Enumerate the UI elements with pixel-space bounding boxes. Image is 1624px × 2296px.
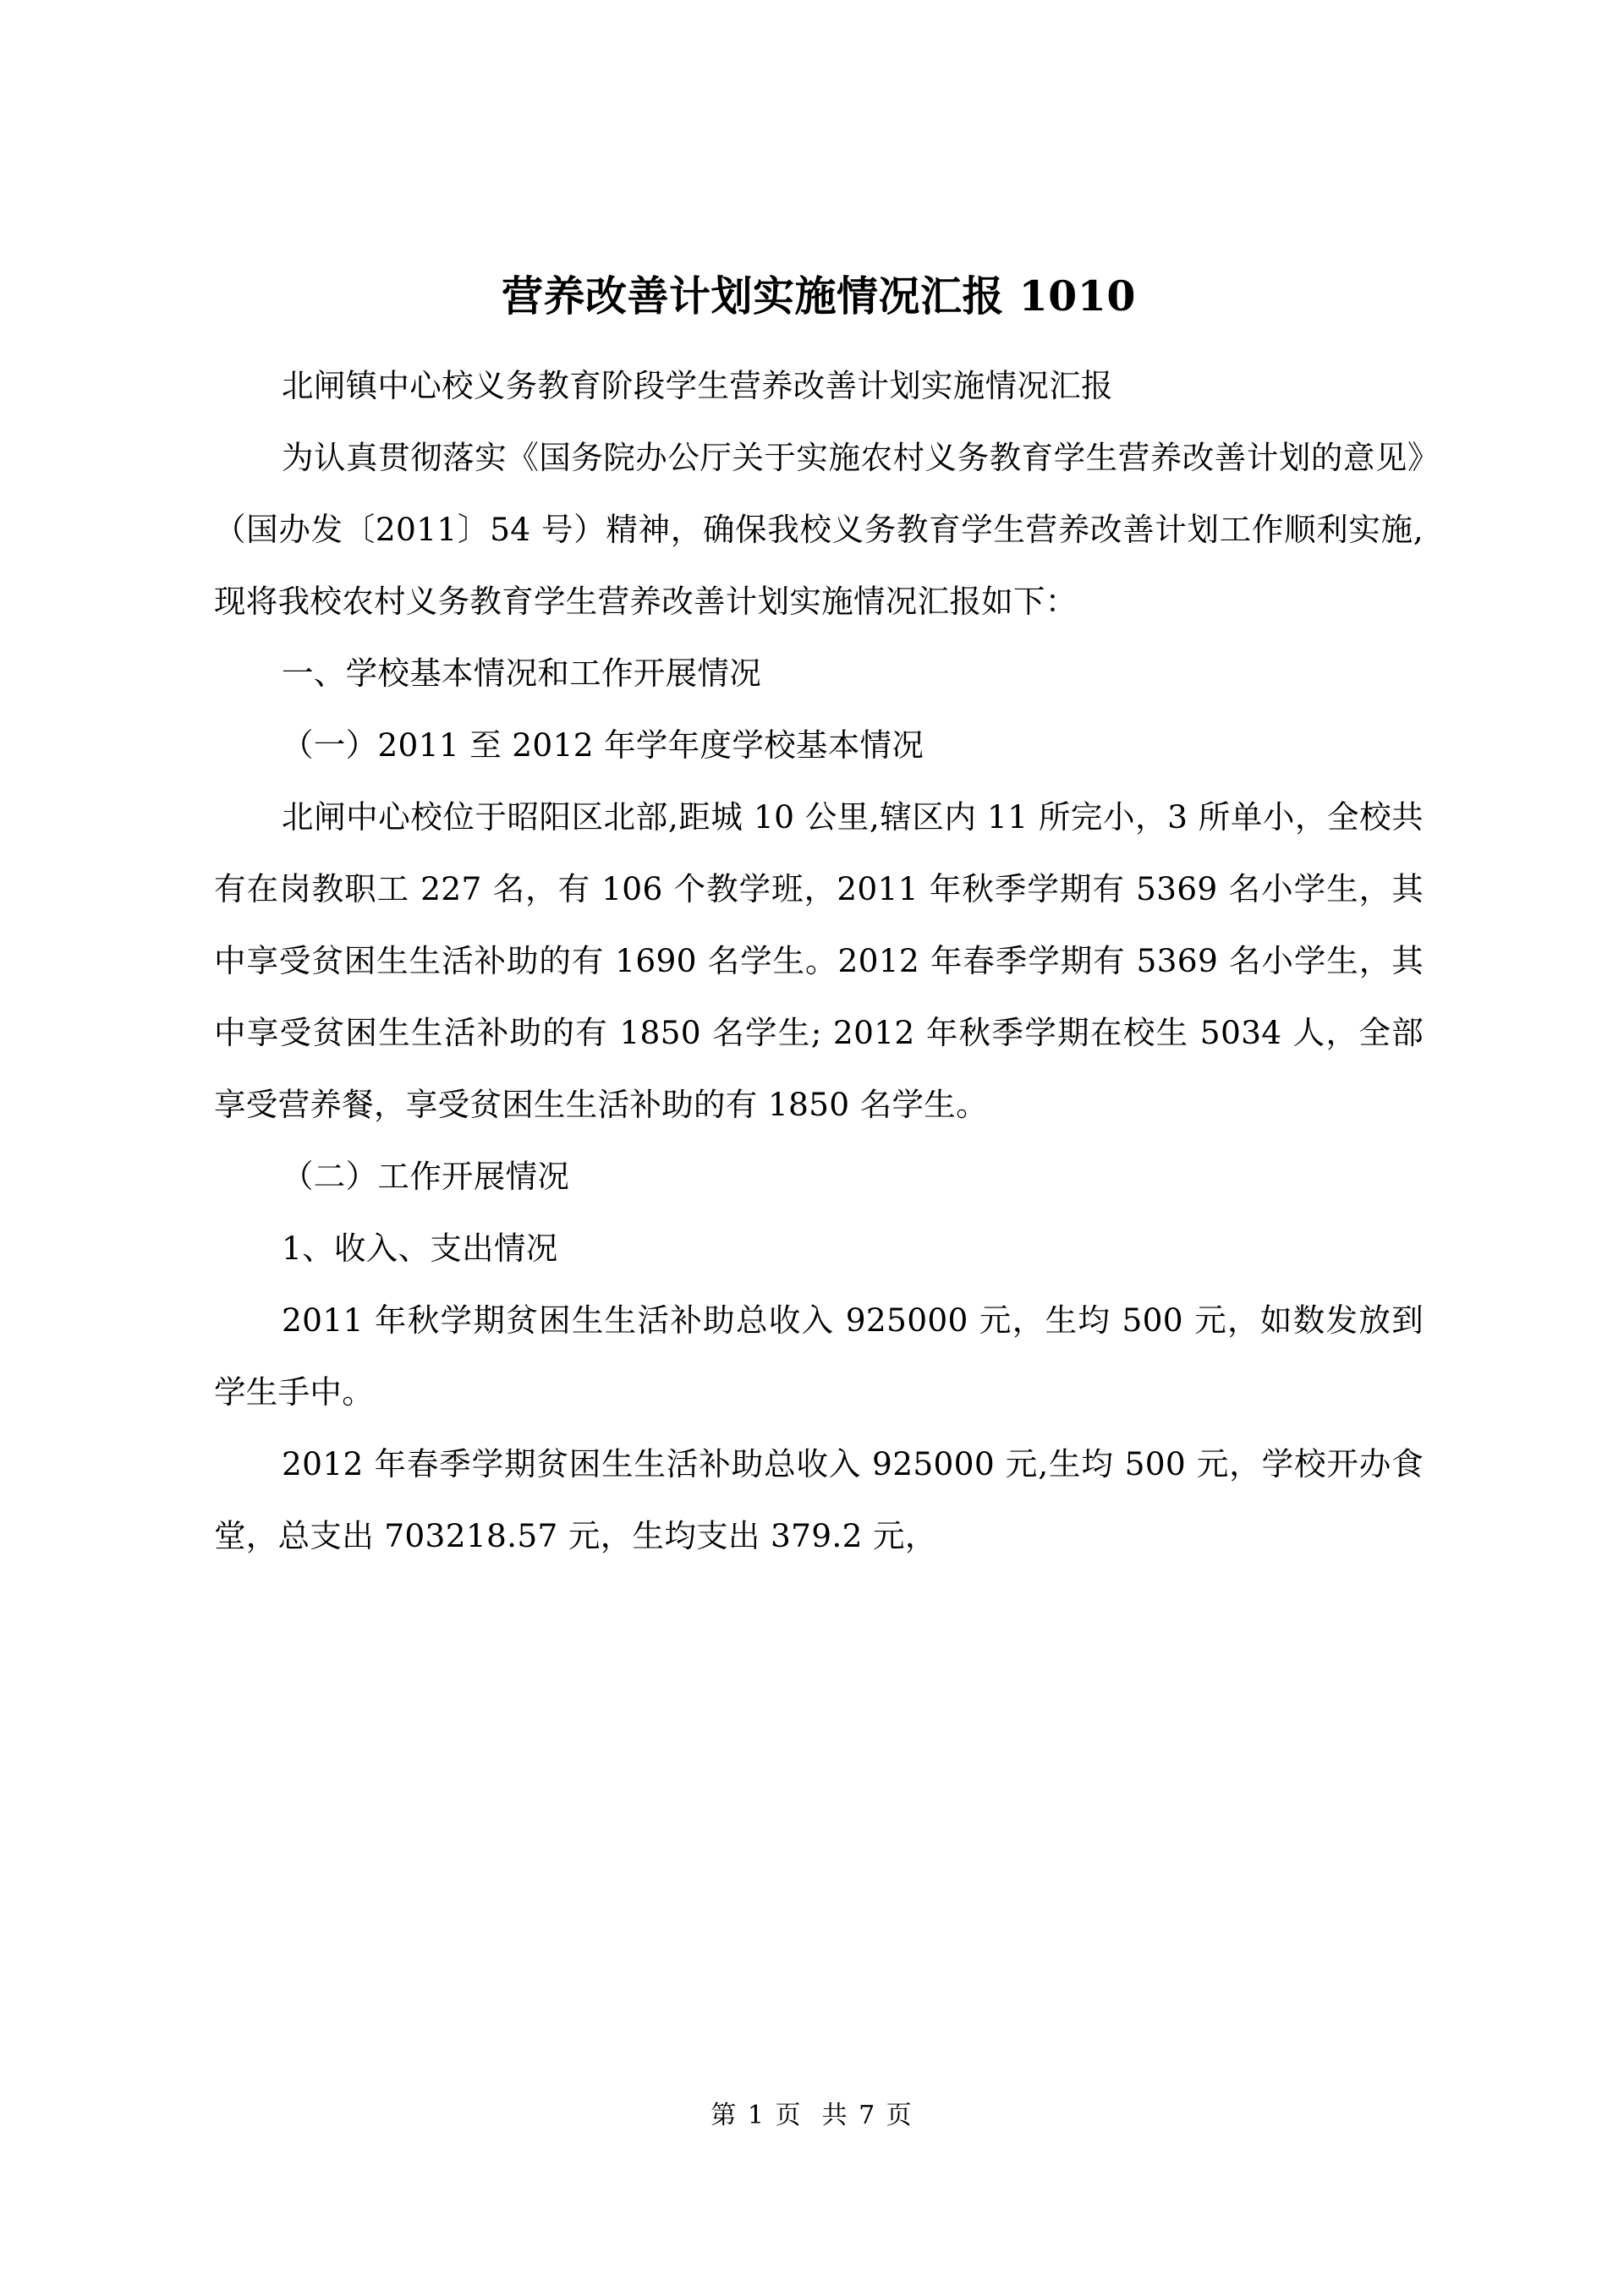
document-body [214,0,1424,1572]
paragraph-autumn-2011-subsidy: 2011 年秋学期贫困生生活补助总收入 925000 元，生均 500 元，如数发放到学生手中。 [214,1301,1424,1411]
subsection-heading-work-progress: （二）工作开展情况 [282,1157,570,1195]
paragraph-report-heading: 北闸镇中心校义务教育阶段学生营养改善计划实施情况汇报 [282,366,1113,404]
list-item-income-expense: 1、收入、支出情况 [282,1229,558,1267]
paragraph-school-statistics: 北闸中心校位于昭阳区北部,距城 10 公里,辖区内 11 所完小，3 所单小，全校共有在岗教职工 227 名，有 106 个教学班，2011 年秋季学期有 5369 名小学生，其中享受贫困生生活补助的有 1690 名学生。2012 年春季学期有 5369 名小学生，其中享受贫困生生活补助的有 1850 名学生; 2012 年秋季学期在校生 5034 人，全部享受营养餐，享受贫困生生活补助的有 1850 名学生。 [214,797,1424,1123]
paragraph-spring-2012-subsidy: 2012 年春季学期贫困生生活补助总收入 925000 元,生均 500 元，学校开办食堂，总支出 703218.57 元，生均支出 379.2 元， [214,1444,1424,1554]
subsection-heading-school-basics: （一）2011 至 2012 年学年度学校基本情况 [282,726,924,764]
section-heading-one: 一、学校基本情况和工作开展情况 [282,654,761,692]
page-footer: 第 1 页 共 7 页 [710,2101,914,2130]
page-title: 营养改善计划实施情况汇报 1010 [502,271,1136,321]
paragraph-policy-background: 为认真贯彻落实《国务院办公厅关于实施农村义务教育学生营养改善计划的意见》（国办发〔2011〕54 号）精神，确保我校义务教育学生营养改善计划工作顺利实施,现将我校农村义务教育学生营养改善计划实施情况汇报如下： [214,438,1424,620]
